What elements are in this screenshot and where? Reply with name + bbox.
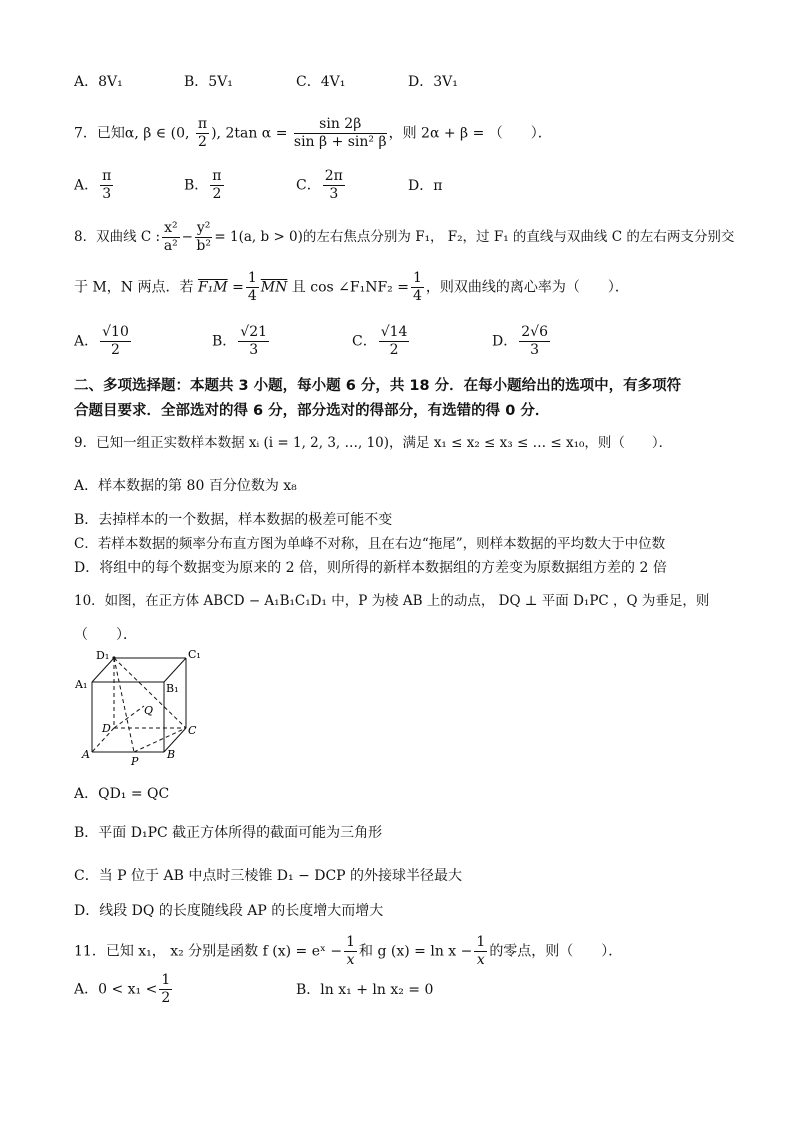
q7-option-c: C． $\frac{2\pi}{3}$ [296, 168, 343, 202]
q10-option-c: C．当 P 位于 AB 中点时三棱锥 D₁ − DCP 的外接球半径最大 [74, 868, 463, 884]
q8-option-a: A． $\frac{√10}{2}$ [74, 324, 129, 358]
q6-option-a: A．8V₁ [74, 74, 123, 90]
label-c: C [188, 724, 197, 737]
q8-option-c: C． $\frac{√14}{2}$ [352, 324, 408, 358]
q11-option-a: A．0 < x₁ < $\frac{1}{2}$ [74, 972, 171, 1006]
q9-option-a: A．样本数据的第 80 百分位数为 x₈ [74, 478, 297, 494]
q10-option-b: B．平面 D₁PC 截正方体所得的截面可能为三角形 [74, 825, 383, 841]
q8-line1: 8．双曲线 C : $\frac{\text{x²}}{\text{a²}}$ − $\frac{\text{y²}}{\text{b²}}$ = 1(a, b > 0)的左右焦点分别为 F₁， F₂，过 F₁ 的直线与双曲线 C 的左右两支分别交 [74, 220, 735, 254]
segment-d1p [114, 658, 134, 752]
label-a1: A₁ [75, 678, 88, 691]
section2-heading-line2: 合题目要求．全部选对的得 6 分，部分选对的得部分，有选错的得 0 分． [74, 403, 550, 419]
point-d1 [112, 656, 115, 659]
q7-option-d: D．π [408, 178, 443, 194]
q9-option-b: B．去掉样本的一个数据，样本数据的极差可能不变 [74, 512, 393, 528]
q7-stem [74, 116, 552, 151]
q7-pi-over-2: $\frac{\pi}{2}$ [197, 116, 208, 150]
label-a: A [82, 748, 90, 761]
label-b: B [167, 748, 176, 761]
q7-suffix: ，则 2α + β = （ ）． [388, 125, 552, 142]
q7-mid: ), 2tan α = [211, 125, 288, 142]
q6-option-d: D．3V₁ [408, 74, 458, 90]
label-b1: B₁ [166, 682, 179, 695]
q7-prefix: 7．已知α, β ∈ (0, [74, 125, 194, 142]
label-d: D [102, 722, 111, 735]
vector-f1m: F₁M [197, 279, 228, 296]
label-q: Q [144, 704, 154, 717]
label-c1: C₁ [188, 648, 201, 661]
cube-figure [74, 644, 214, 768]
q9-stem: 9．已知一组正实数样本数据 xᵢ (i = 1, 2, 3, …, 10)，满足 x₁ ≤ x₂ ≤ x₃ ≤ … ≤ x₁₀，则（ ）． [74, 435, 673, 451]
q10-stem: 10．如图，在正方体 ABCD − A₁B₁C₁D₁ 中，P 为棱 AB 上的动点， DQ ⊥ 平面 D₁PC ，Q 为垂足，则 [74, 593, 710, 609]
q8-option-d: D． $\frac{2√6}{3}$ [492, 324, 548, 358]
q7-option-a: A． $\frac{\pi}{3}$ [74, 168, 112, 202]
q11-option-b: B．ln x₁ + ln x₂ = 0 [296, 982, 434, 998]
section2-heading-line1: 二、多项选择题：本题共 3 小题，每小题 6 分，共 18 分．在每小题给出的选项中，有多项符 [74, 378, 682, 394]
q10-option-d: D．线段 DQ 的长度随线段 AP 的长度增大而增大 [74, 903, 384, 919]
q8-line2: 于 M，N 两点．若 F₁M = $\frac{1}{4}$ $\overline{MN}$ 且 cos ∠F₁NF₂ = $\frac{1}{4}$ ，则双曲线的离心率为（ ）． [74, 270, 629, 304]
q7-option-b: B． $\frac{\pi}{2}$ [184, 168, 222, 202]
q8-option-b: B． $\frac{√21}{3}$ [212, 324, 268, 358]
segment-pc [134, 728, 186, 752]
q6-option-b: B．5V₁ [184, 74, 233, 90]
q9-option-c: C．若样本数据的频率分布直方图为单峰不对称，且在右边“拖尾”，则样本数据的平均数大于中位数 [74, 536, 666, 552]
label-p: P [131, 755, 139, 768]
q9-option-d: D．将组中的每个数据变为原来的 2 倍，则所得的新样本数据组的方差变为原数据组方差的 2 倍 [74, 560, 667, 576]
q11-stem: 11．已知 x₁， x₂ 分别是函数 f (x) = eˣ − $\frac{1}{x}$ 和 g (x) = ln x − $\frac{1}{x}$ 的零点，则（ ）． [74, 934, 623, 968]
segment-dq [114, 706, 144, 728]
label-d1: D₁ [96, 649, 110, 662]
q10-paren: （ ）． [74, 627, 137, 643]
vector-mn: $\overline{MN}$ [260, 279, 288, 296]
edge-c1b1 [164, 658, 186, 682]
q10-option-a: A．QD₁ = QC [74, 786, 170, 802]
q7-fraction: $\frac{\sin 2\beta}{\text{sin β + sin² β}}$ [293, 116, 387, 150]
q6-option-c: C．4V₁ [296, 74, 346, 90]
